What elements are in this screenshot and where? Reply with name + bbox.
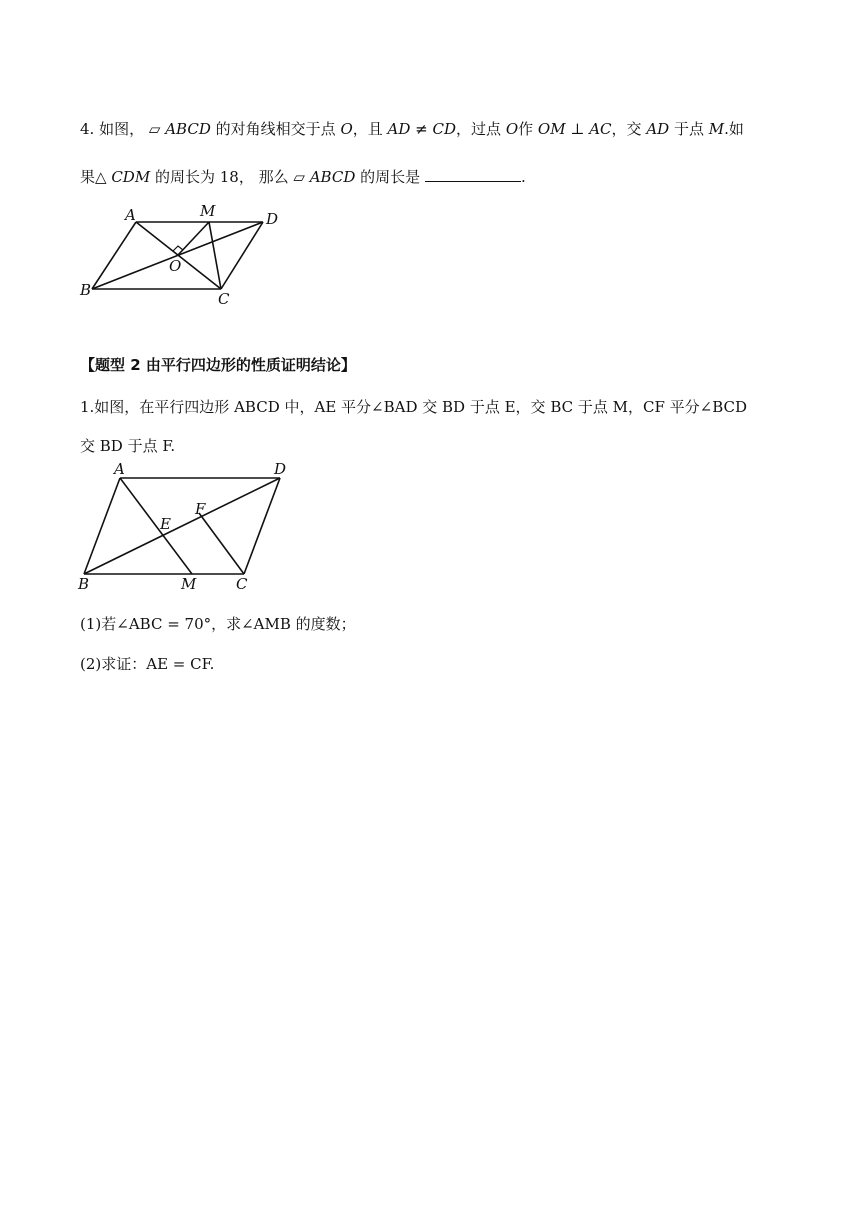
- label-a: A: [125, 206, 136, 224]
- parallelogram-symbol-icon: ▱: [148, 120, 161, 138]
- math-om-perp-ac: OM ⊥ AC: [537, 120, 612, 138]
- text: 作: [518, 120, 534, 138]
- text: 的周长为 18， 那么: [154, 168, 289, 186]
- text: ，交: [611, 120, 642, 138]
- question-number: 4.: [80, 120, 95, 138]
- math-m: M: [708, 120, 725, 138]
- math-abcd: ABCD: [309, 168, 356, 186]
- text: 如图，: [99, 120, 145, 138]
- q1-line-1: 1.如图，在平行四边形 ABCD 中，AE 平分∠BAD 交 BD 于点 E，交 BC 于点 M，CF 平分∠BCD: [80, 398, 748, 416]
- label-m: M: [200, 202, 216, 220]
- answer-blank[interactable]: [425, 167, 521, 182]
- figure-parallelogram-bisectors: [78, 460, 308, 595]
- text: 于点: [673, 120, 704, 138]
- q1-part-2: (2)求证：AE = CF.: [80, 655, 215, 673]
- text: ，且: [352, 120, 383, 138]
- parallelogram-symbol-icon: ▱: [293, 168, 305, 186]
- label-e: E: [160, 515, 171, 533]
- q4-line-1: [80, 118, 744, 139]
- label-c: C: [236, 575, 248, 593]
- text: 的对角线相交于点: [215, 120, 336, 138]
- label-m: M: [181, 575, 197, 593]
- figure-parallelogram-omac: [80, 200, 300, 310]
- text: .: [520, 168, 526, 186]
- math-cdm: CDM: [111, 168, 151, 186]
- math-ad-neq-cd: AD ≠ CD: [387, 120, 457, 138]
- text: 的周长是: [360, 168, 421, 186]
- math-abcd: ABCD: [165, 120, 211, 138]
- q1-line-2: 交 BD 于点 F.: [80, 437, 176, 455]
- label-d: D: [266, 210, 279, 228]
- label-c: C: [218, 290, 230, 308]
- label-b: B: [78, 575, 90, 593]
- section-heading: 【题型 2 由平行四边形的性质证明结论】: [80, 356, 356, 374]
- text: .如: [724, 120, 744, 138]
- text: 果△: [80, 168, 107, 186]
- label-a: A: [114, 460, 125, 478]
- label-b: B: [80, 281, 92, 299]
- label-f: F: [195, 500, 206, 518]
- math-o: O: [340, 120, 353, 138]
- text: ，过点: [456, 120, 502, 138]
- q4-line-2: [80, 166, 526, 187]
- math-ad: AD: [646, 120, 670, 138]
- math-o: O: [505, 120, 519, 138]
- label-o: O: [169, 257, 182, 275]
- q1-part-1: (1)若∠ABC = 70°，求∠AMB 的度数；: [80, 615, 356, 633]
- label-d: D: [274, 460, 287, 478]
